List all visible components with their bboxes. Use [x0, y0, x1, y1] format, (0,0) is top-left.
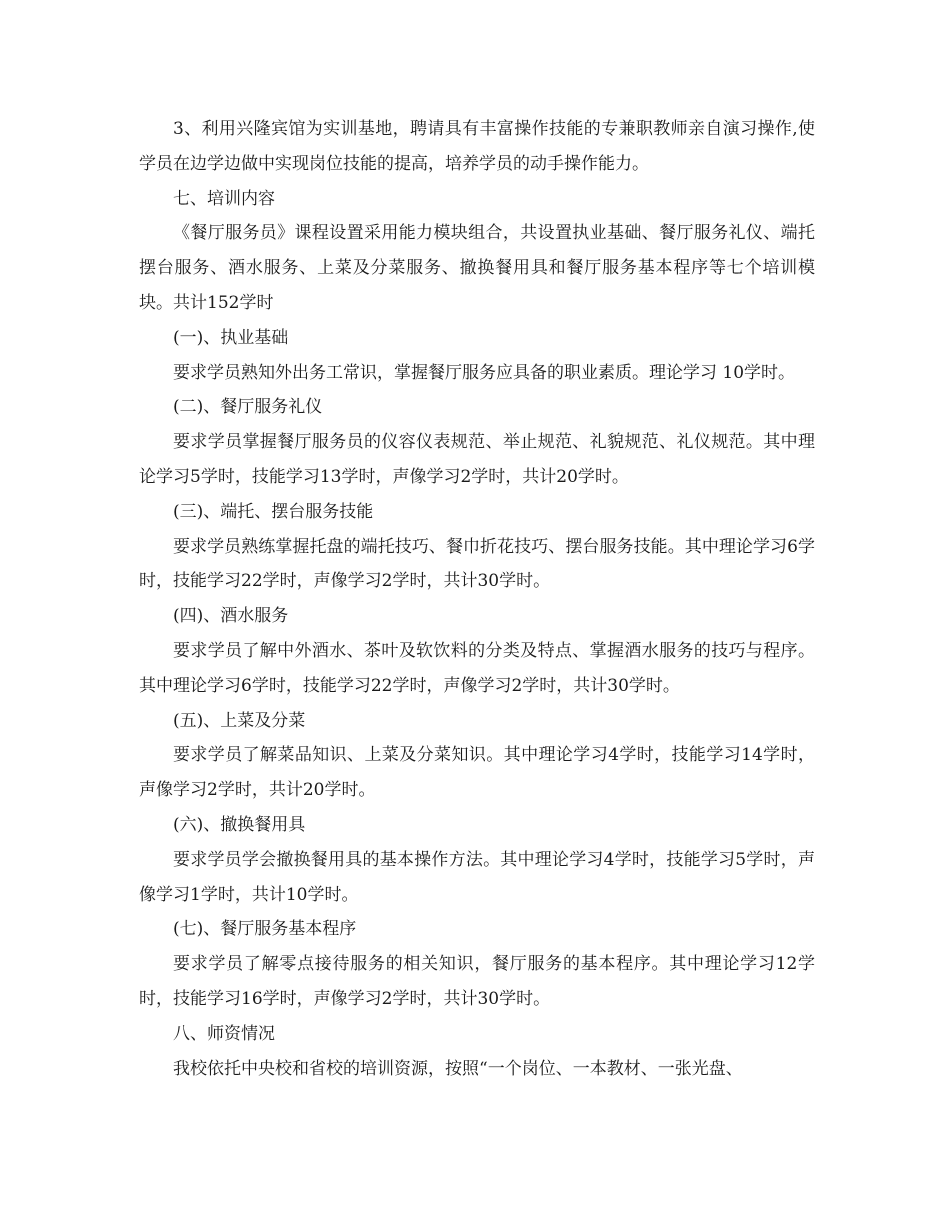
heading-module-1: (一)、执业基础: [173, 327, 289, 348]
heading-teachers: 八、师资情况: [173, 1023, 275, 1044]
document-body: [139, 112, 815, 1086]
heading-module-3: (三)、端托、摆台服务技能: [173, 501, 374, 522]
paragraph-module-5: 要求学员了解菜品知识、上菜及分菜知识。其中理论学习4学时，技能学习14学时，声像学习2学时，共计20学时。: [139, 745, 815, 801]
paragraph-module-7: 要求学员了解零点接待服务的相关知识，餐厅服务的基本程序。其中理论学习12学时，技能学习16学时，声像学习2学时，共计30学时。: [139, 954, 815, 1009]
paragraph-training-base: 3、利用兴隆宾馆为实训基地，聘请具有丰富操作技能的专兼职教师亲自演习操作,使学员在边学边做中实现岗位技能的提高，培养学员的动手操作能力。: [139, 119, 815, 174]
heading-module-6: (六)、撤换餐用具: [173, 814, 306, 835]
paragraph-module-4: 要求学员了解中外酒水、茶叶及软饮料的分类及特点、掌握酒水服务的技巧与程序。其中理论学习6学时，技能学习22学时，声像学习2学时，共计30学时。: [139, 640, 815, 696]
paragraph-teachers: 我校依托中央校和省校的培训资源，按照“一个岗位、一本教材、一张光盘、: [173, 1058, 743, 1079]
heading-module-7: (七)、餐厅服务基本程序: [173, 919, 357, 940]
heading-module-5: (五)、上菜及分菜: [173, 710, 306, 731]
heading-training-content: 七、培训内容: [173, 188, 275, 209]
heading-module-4: (四)、酒水服务: [173, 606, 289, 627]
paragraph-module-2: 要求学员掌握餐厅服务员的仪容仪表规范、举止规范、礼貌规范、礼仪规范。其中理论学习5学时，技能学习13学时，声像学习2学时，共计20学时。: [139, 432, 815, 487]
paragraph-course-modules: 《餐厅服务员》课程设置采用能力模块组合，共设置执业基础、餐厅服务礼仪、端托摆台服务、酒水服务、上菜及分菜服务、撤换餐用具和餐厅服务基本程序等七个培训模块。共计152学时: [139, 223, 815, 313]
heading-module-2: (二)、餐厅服务礼仪: [173, 397, 323, 418]
paragraph-module-3: 要求学员熟练掌握托盘的端托技巧、餐巾折花技巧、摆台服务技能。其中理论学习6学时，技能学习22学时，声像学习2学时，共计30学时。: [139, 536, 815, 592]
paragraph-module-6: 要求学员学会撤换餐用具的基本操作方法。其中理论学习4学时，技能学习5学时，声像学习1学时，共计10学时。: [139, 849, 815, 905]
paragraph-module-1: 要求学员熟知外出务工常识，掌握餐厅服务应具备的职业素质。理论学习 10学时。: [173, 362, 796, 383]
